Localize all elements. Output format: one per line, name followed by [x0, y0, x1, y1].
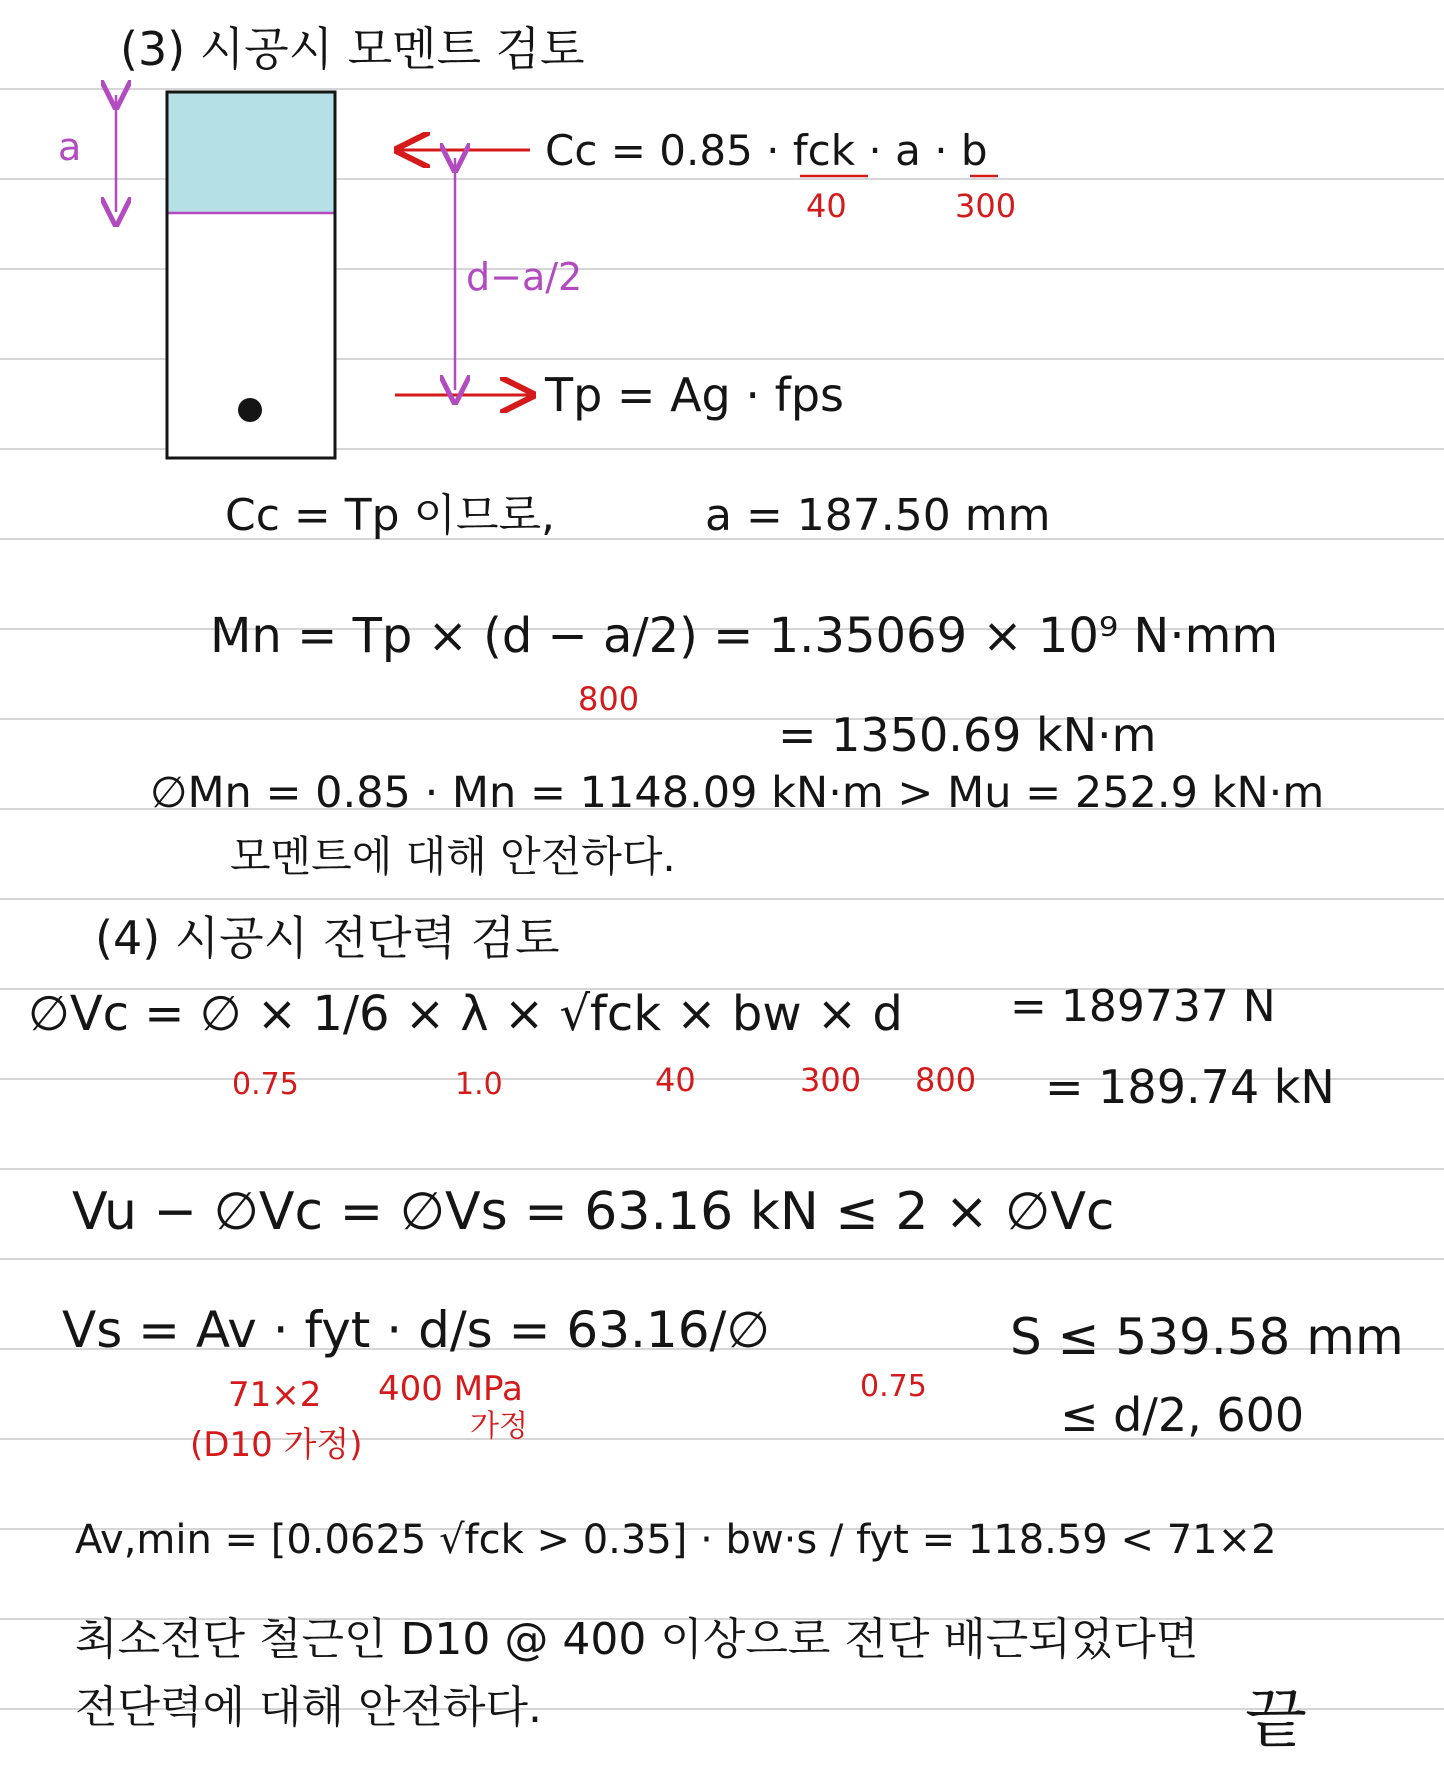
- tp-equation: Tp = Ag · fps: [545, 368, 844, 422]
- phi-vc-value-kn: = 189.74 kN: [1045, 1060, 1335, 1114]
- conclusion-line-2: 전단력에 대해 안전하다.: [75, 1682, 542, 1733]
- s-limit-2: ≤ d/2, 600: [1060, 1388, 1305, 1442]
- av-value: 71×2: [228, 1375, 322, 1415]
- vc-fck-value: 40: [655, 1061, 696, 1099]
- fck-value: 40: [806, 187, 847, 225]
- b-value: 300: [955, 187, 1017, 225]
- vs-phi-value: 0.75: [860, 1369, 927, 1404]
- mn-d-value: 800: [578, 680, 640, 718]
- tendon-dot: [238, 398, 262, 422]
- a-result: a = 187.50 mm: [705, 490, 1051, 541]
- d10-assume: (D10 가정): [190, 1425, 363, 1465]
- s-limit: S ≤ 539.58 mm: [1010, 1308, 1404, 1366]
- phi-vc-value-n: = 189737 N: [1010, 981, 1276, 1032]
- a-label: a: [58, 125, 82, 169]
- moment-safe: 모멘트에 대해 안전하다.: [230, 832, 676, 881]
- cc-equation: Cc = 0.85 · fck · a · b: [545, 126, 988, 175]
- bw-value: 300: [800, 1061, 862, 1099]
- phi-vc-equation: ∅Vc = ∅ × 1/6 × λ × √fck × bw × d: [28, 986, 903, 1042]
- mn-kn: = 1350.69 kN·m: [778, 708, 1157, 762]
- mn-equation: Mn = Tp × (d − a/2) = 1.35069 × 10⁹ N·mm: [210, 608, 1279, 664]
- section3-heading: (3) 시공시 모멘트 검토: [120, 22, 585, 76]
- vu-line: Vu − ∅Vc = ∅Vs = 63.16 kN ≤ 2 × ∅Vc: [72, 1182, 1115, 1242]
- compression-block: [168, 93, 334, 213]
- lever-arm-label: d−a/2: [466, 255, 583, 299]
- phi-mn: ∅Mn = 0.85 · Mn = 1148.09 kN·m > Mu = 252.9 kN·m: [150, 768, 1325, 818]
- vc-d-value: 800: [915, 1061, 977, 1099]
- phi-value: 0.75: [232, 1067, 299, 1102]
- vs-equation: Vs = Av · fyt · d/s = 63.16/∅: [62, 1301, 770, 1359]
- cc-tp-statement: Cc = Tp 이므로,: [225, 490, 556, 541]
- conclusion-line-1: 최소전단 철근인 D10 @ 400 이상으로 전단 배근되었다면: [75, 1614, 1199, 1665]
- fyt-value: 400 MPa: [378, 1369, 523, 1409]
- end-mark: 끝: [1245, 1683, 1307, 1757]
- section4-heading: (4) 시공시 전단력 검토: [95, 911, 560, 965]
- lambda-value: 1.0: [455, 1067, 503, 1102]
- fyt-assume: 가정: [470, 1409, 528, 1444]
- av-min: Av,min = [0.0625 √fck > 0.35] · bw·s / fyt = 118.59 < 71×2: [75, 1517, 1277, 1563]
